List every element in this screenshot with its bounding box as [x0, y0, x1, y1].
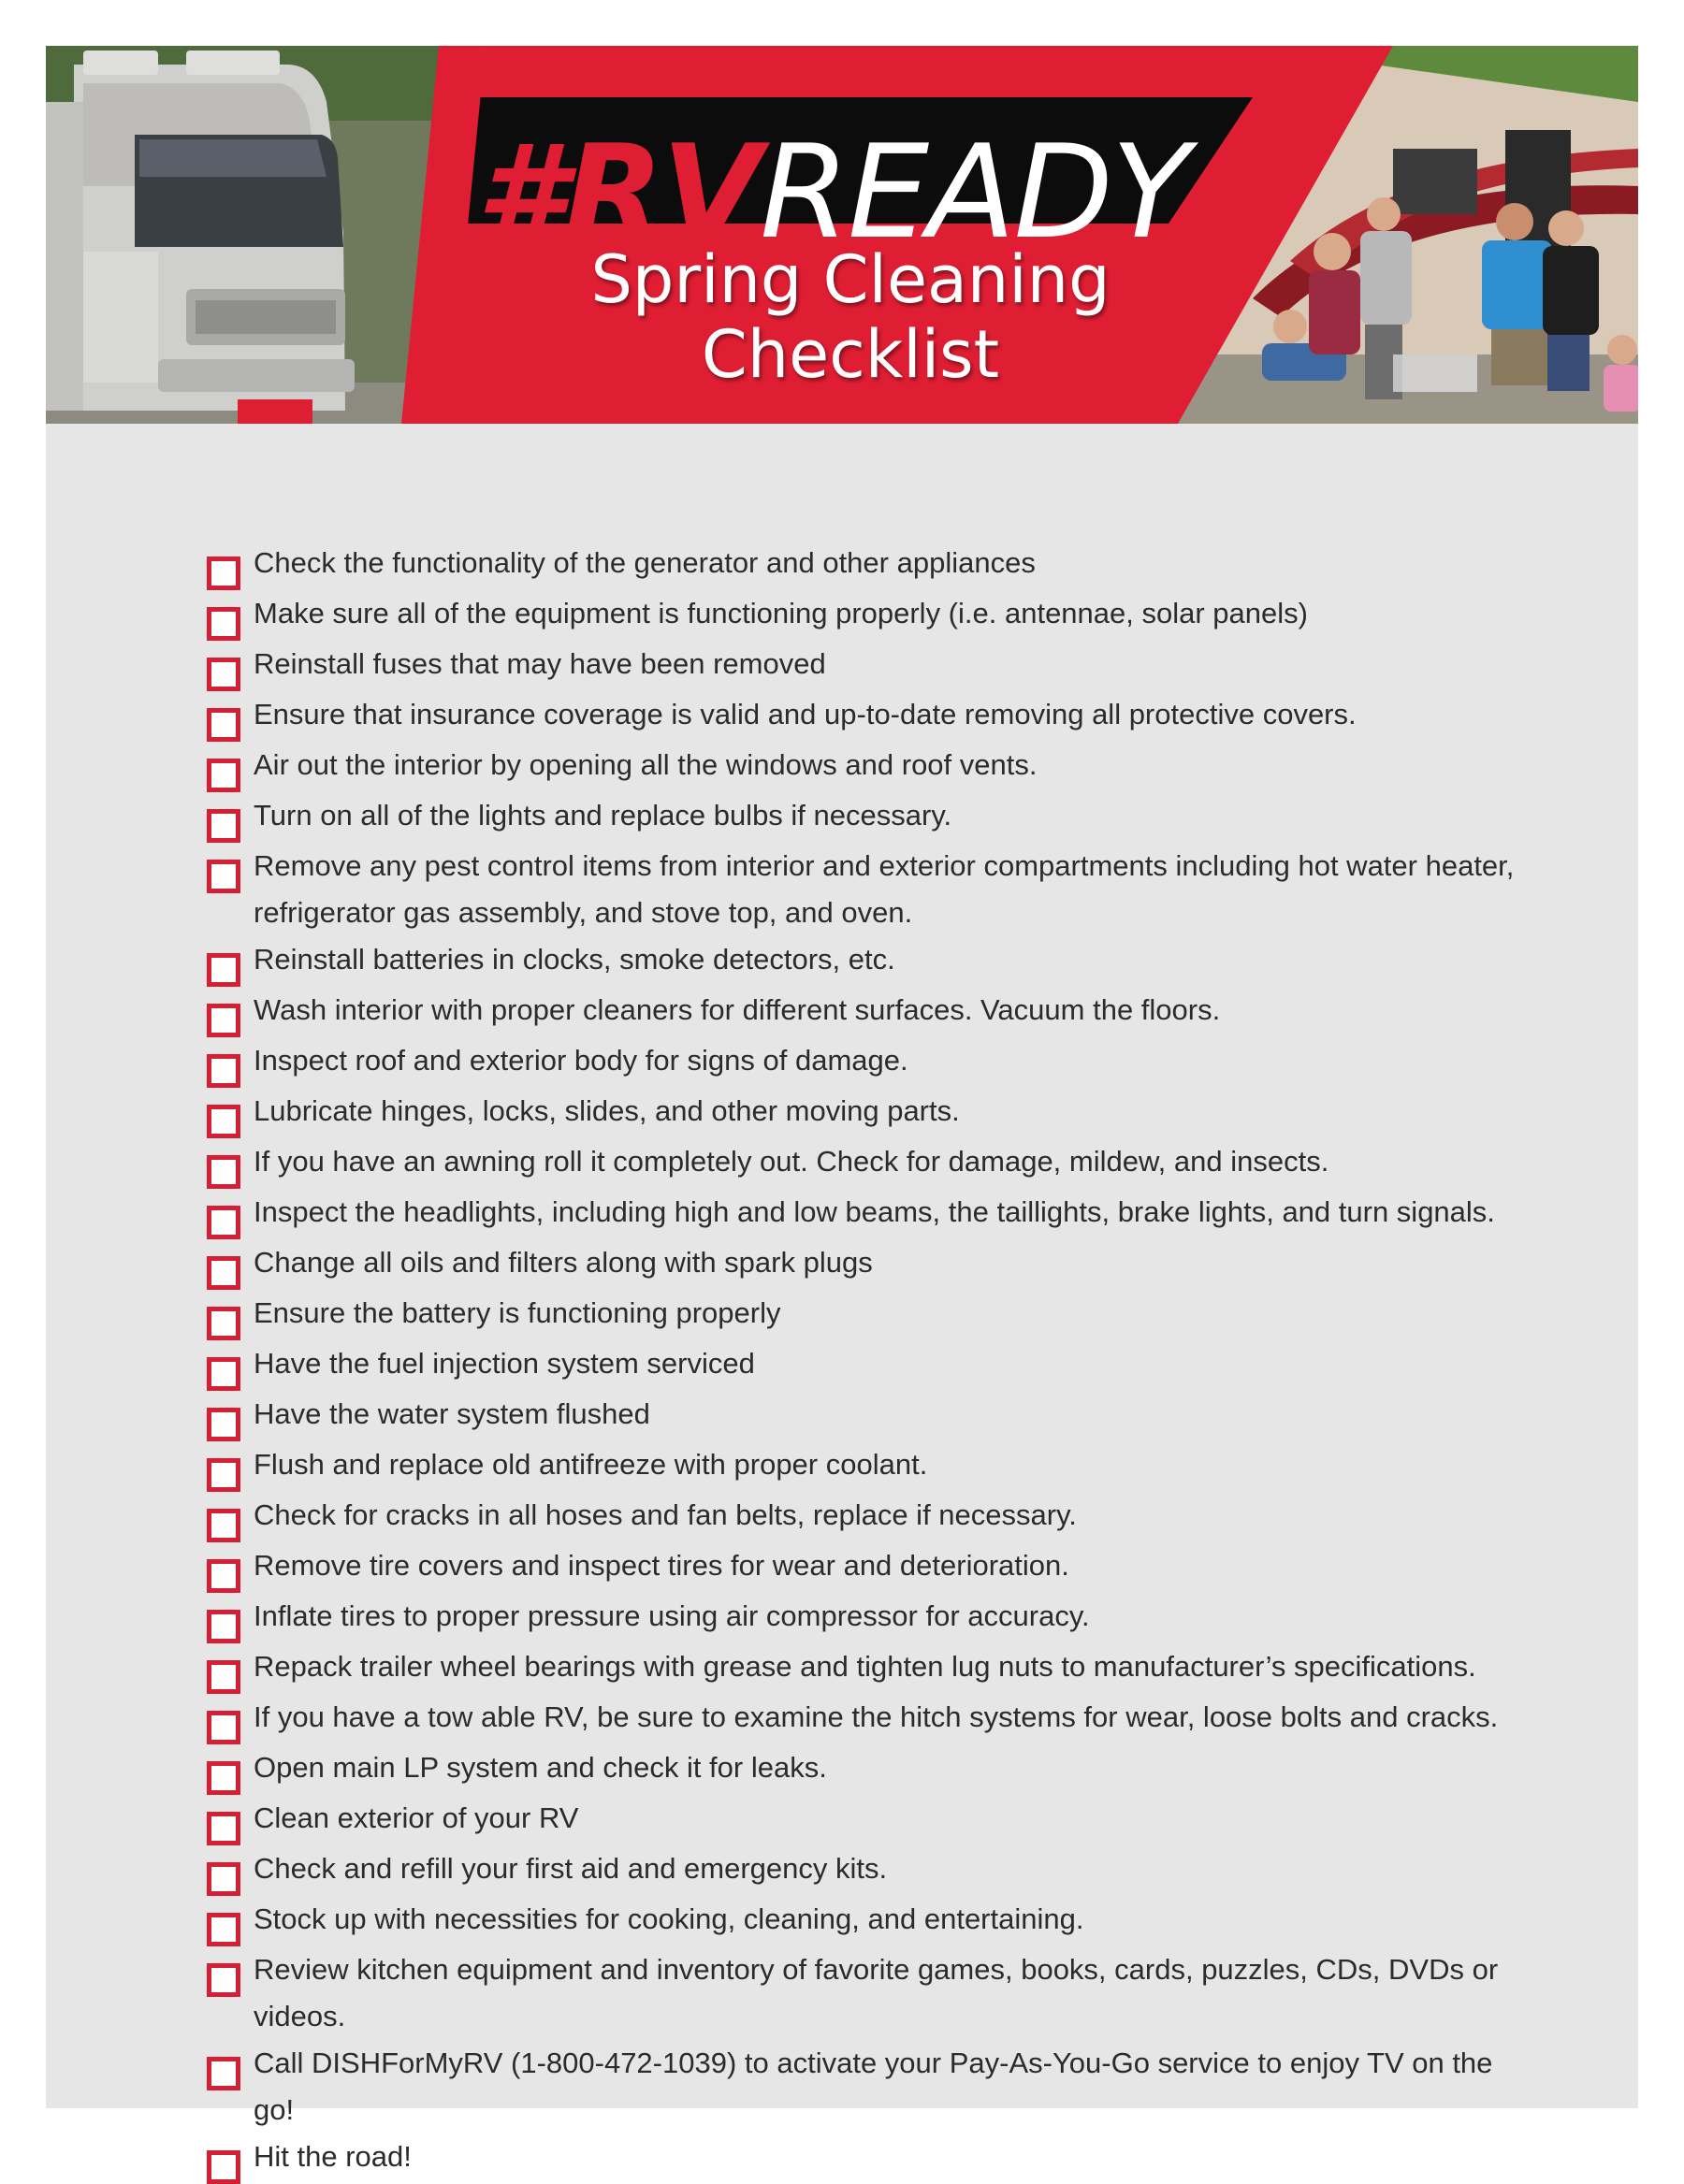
checklist-item-text: Make sure all of the equipment is functioning properly (i.e. antennae, solar panels): [254, 597, 1308, 629]
checkbox[interactable]: [207, 557, 240, 590]
checklist-item: [207, 1441, 1629, 1492]
checklist-item: [207, 936, 1629, 987]
checkbox[interactable]: [207, 1357, 240, 1391]
checklist-item: [207, 540, 1629, 590]
checklist-item-text: Wash interior with proper cleaners for different surfaces. Vacuum the floors.: [254, 993, 1221, 1026]
checklist-item-text: Hit the road!: [254, 2140, 412, 2173]
checkbox[interactable]: [207, 708, 240, 742]
checklist-item: [207, 1542, 1629, 1593]
checkbox[interactable]: [207, 1105, 240, 1138]
checkbox[interactable]: [207, 1610, 240, 1643]
subtitle-line-2: Checklist: [701, 316, 1000, 393]
checkbox[interactable]: [207, 2057, 240, 2090]
checkbox[interactable]: [207, 1711, 240, 1744]
checklist-item-text: Clean exterior of your RV: [254, 1801, 579, 1834]
checkbox[interactable]: [207, 1054, 240, 1088]
checklist-item-text: Stock up with necessities for cooking, cleaning, and entertaining.: [254, 1902, 1084, 1935]
checkbox[interactable]: [207, 1155, 240, 1189]
checkbox[interactable]: [207, 1206, 240, 1239]
checklist-item: [207, 987, 1629, 1037]
checklist-item: [207, 1189, 1629, 1239]
checklist-item-text: Have the fuel injection system serviced: [254, 1347, 755, 1380]
checkbox[interactable]: [207, 1458, 240, 1492]
checklist-item-text: Call DISHForMyRV (1-800-472-1039) to activate your Pay-As-You-Go service to enjoy TV on the go!: [254, 2047, 1493, 2126]
checkbox[interactable]: [207, 1660, 240, 1694]
checklist-item: [207, 1340, 1629, 1391]
checklist-item-text: If you have a tow able RV, be sure to examine the hitch systems for wear, loose bolts and cracks.: [254, 1700, 1499, 1733]
checklist-item: [207, 1845, 1629, 1896]
checklist-item-text: Have the water system flushed: [254, 1397, 650, 1430]
checklist: [207, 540, 1629, 2184]
checkbox[interactable]: [207, 953, 240, 987]
checklist-item: [207, 792, 1629, 843]
checklist-item: [207, 1492, 1629, 1542]
subtitle: [486, 242, 1215, 392]
checklist-item-text: Inflate tires to proper pressure using air compressor for accuracy.: [254, 1599, 1090, 1632]
checklist-item-text: Review kitchen equipment and inventory of favorite games, books, cards, puzzles, CDs, DVDs or videos.: [254, 1953, 1499, 2032]
checklist-item-text: Ensure that insurance coverage is valid and up-to-date removing all protective covers.: [254, 698, 1357, 730]
checklist-item: [207, 2133, 1629, 2184]
checklist-item-text: Air out the interior by opening all the windows and roof vents.: [254, 748, 1038, 781]
checklist-item-text: Open main LP system and check it for leaks.: [254, 1751, 827, 1784]
checkbox[interactable]: [207, 860, 240, 893]
checklist-item: [207, 1593, 1629, 1643]
checklist-item: [207, 1643, 1629, 1694]
checkbox[interactable]: [207, 1913, 240, 1946]
checklist-page: [46, 46, 1638, 2173]
checkbox[interactable]: [207, 1862, 240, 1896]
checkbox[interactable]: [207, 1509, 240, 1542]
checklist-item: [207, 1391, 1629, 1441]
checklist-item-text: Remove tire covers and inspect tires for wear and deterioration.: [254, 1549, 1069, 1582]
checkbox[interactable]: [207, 1559, 240, 1593]
checklist-item: [207, 742, 1629, 792]
checklist-item-text: Inspect roof and exterior body for signs of damage.: [254, 1044, 908, 1077]
subtitle-line-1: Spring Cleaning: [590, 241, 1111, 318]
checklist-item-text: Change all oils and filters along with spark plugs: [254, 1246, 873, 1279]
checklist-item-text: Check the functionality of the generator and other appliances: [254, 546, 1036, 579]
checklist-item-text: Check and refill your first aid and emergency kits.: [254, 1852, 888, 1885]
checklist-item: [207, 2040, 1629, 2133]
checkbox[interactable]: [207, 1963, 240, 1997]
checkbox[interactable]: [207, 607, 240, 641]
checklist-item: [207, 1239, 1629, 1290]
checklist-item-text: Inspect the headlights, including high and low beams, the taillights, brake lights, and turn signals.: [254, 1195, 1495, 1228]
checklist-item-text: Flush and replace old antifreeze with proper coolant.: [254, 1448, 928, 1481]
checklist-item: [207, 1037, 1629, 1088]
checklist-item: [207, 1290, 1629, 1340]
checkbox[interactable]: [207, 759, 240, 792]
checkbox[interactable]: [207, 1812, 240, 1845]
checkbox[interactable]: [207, 1004, 240, 1037]
checkbox[interactable]: [207, 658, 240, 691]
checkbox[interactable]: [207, 2150, 240, 2184]
checklist-item-text: Lubricate hinges, locks, slides, and other moving parts.: [254, 1094, 960, 1127]
checklist-item-text: If you have an awning roll it completely out. Check for damage, mildew, and insects.: [254, 1145, 1329, 1178]
checklist-item-text: Repack trailer wheel bearings with grease and tighten lug nuts to manufacturer’s specifications.: [254, 1650, 1476, 1683]
checkbox[interactable]: [207, 1307, 240, 1340]
rvready-title: #RVREADY: [476, 117, 1189, 268]
checkbox[interactable]: [207, 1761, 240, 1795]
checklist-item: [207, 1088, 1629, 1138]
checklist-item-text: Remove any pest control items from interior and exterior compartments including hot water heater, refrigerator gas assembly, and stove top, and oven.: [254, 849, 1515, 929]
checklist-item: [207, 843, 1629, 936]
checkbox[interactable]: [207, 1256, 240, 1290]
checklist-item-text: Reinstall batteries in clocks, smoke detectors, etc.: [254, 943, 895, 976]
checklist-item-text: Reinstall fuses that may have been removed: [254, 647, 826, 680]
checklist-item-text: Check for cracks in all hoses and fan belts, replace if necessary.: [254, 1498, 1077, 1531]
header-banner: [46, 46, 1638, 424]
checklist-item: [207, 1744, 1629, 1795]
checklist-item: [207, 1946, 1629, 2040]
checklist-item: [207, 1795, 1629, 1845]
checklist-item-text: Ensure the battery is functioning properly: [254, 1296, 781, 1329]
checklist-item-text: Turn on all of the lights and replace bulbs if necessary.: [254, 799, 952, 832]
checklist-item: [207, 641, 1629, 691]
checklist-item: [207, 1138, 1629, 1189]
checklist-item: [207, 1694, 1629, 1744]
checkbox[interactable]: [207, 1408, 240, 1441]
checklist-item: [207, 590, 1629, 641]
checklist-item: [207, 691, 1629, 742]
checkbox[interactable]: [207, 809, 240, 843]
checklist-item: [207, 1896, 1629, 1946]
